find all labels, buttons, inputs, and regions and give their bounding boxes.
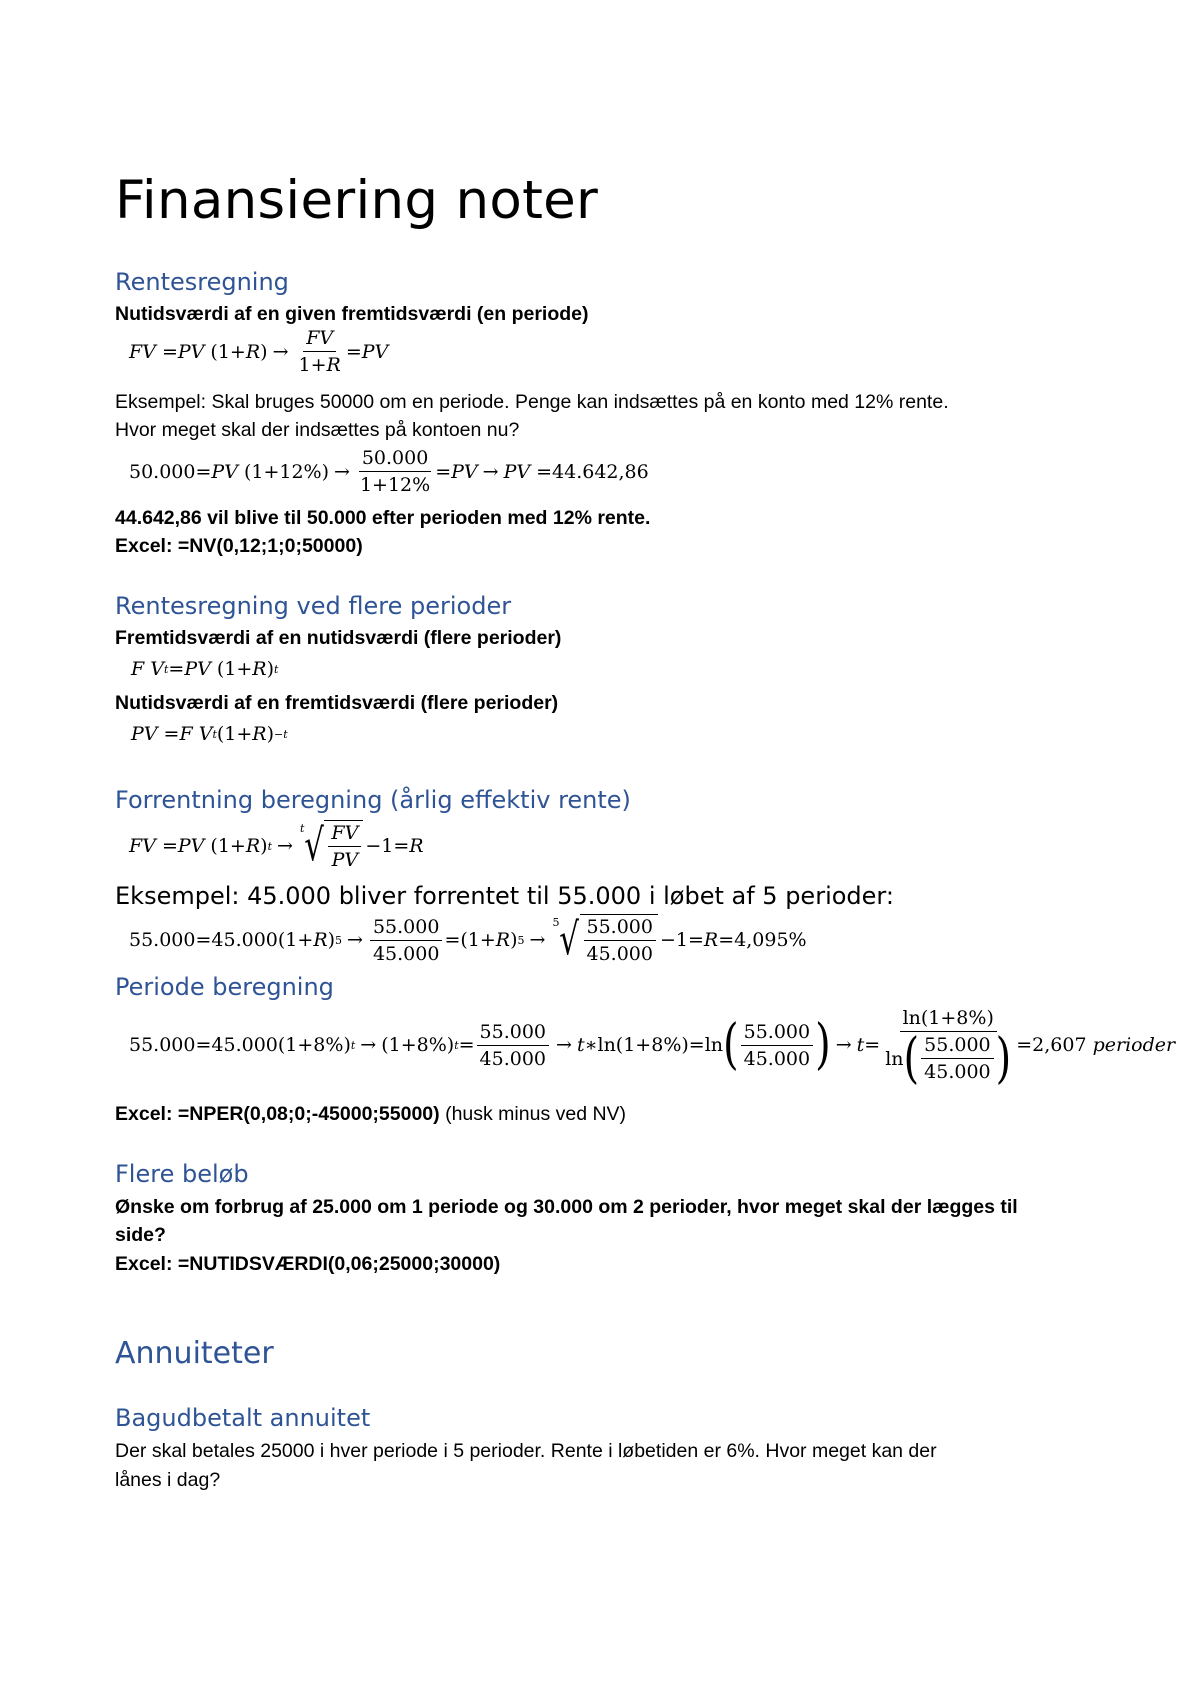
heading-periode: Periode beregning: [115, 973, 334, 1001]
equation-period: 55.000=45.000(1+8%) t → (1+8%) t = $\frac{55.000}{45.000}$ → t ∗ln(1+8%)=ln ( $\frac{55.000}{45.000}$ ) → t = ln(1+8%) ln ( $\frac{55.000}{45.000}$ ) =2,607 perioder: [129, 1007, 1176, 1090]
excel-nutidsvaerdi: Excel: =NUTIDSVÆRDI(0,06;25000;30000): [115, 1253, 501, 1275]
equation-pv-example: 50.000= PV (1+12%) → $\frac{50.000}{1+12\%}$ = PV → PV =44.642,86: [129, 447, 649, 496]
heading-bagudbetalt: Bagudbetalt annuitet: [115, 1404, 371, 1432]
equation-fv-multi: F V t = PV (1+ R ) t: [131, 658, 279, 680]
equation-rate-example: 55.000=45.000(1+ R ) 5 → $\frac{55.000}{45.000}$ =(1+ R ) 5 → 5 √ $\frac{55.000}{45.000}$ −1= R =4,095%: [129, 914, 807, 965]
bold-oenske-cont: side?: [115, 1224, 166, 1246]
bold-fremtidsvaerdi: Fremtidsværdi af en nutidsværdi (flere perioder): [115, 627, 562, 649]
heading-rentesregning: Rentesregning: [115, 268, 289, 296]
result-text: 44.642,86 vil blive til 50.000 efter perioden med 12% rente.: [115, 507, 651, 529]
excel-nper-note: (husk minus ved NV): [439, 1103, 627, 1125]
example-text: Eksempel: Skal bruges 50000 om en periode. Penge kan indsættes på en konto med 12% rente.: [115, 391, 949, 413]
example-forrentning: Eksempel: 45.000 bliver forrentet til 55.000 i løbet af 5 perioder:: [115, 882, 894, 910]
bold-nutidsvaerdi: Nutidsværdi af en given fremtidsværdi (en periode): [115, 303, 589, 325]
heading-annuiteter: Annuiteter: [115, 1336, 274, 1371]
equation-pv-single: FV = PV (1+ R ) → $\frac{FV}{1+R}$ = PV: [129, 327, 389, 376]
example-question: Hvor meget skal der indsættes på kontoen nu?: [115, 419, 520, 441]
equation-pv-multi: PV = F V t (1+ R ) −t: [131, 723, 288, 745]
excel-nper: [115, 1103, 626, 1126]
excel-nv: Excel: =NV(0,12;1;0;50000): [115, 535, 363, 557]
excel-nper-formula: Excel: =NPER(0,08;0;-45000;55000): [115, 1103, 440, 1125]
bold-nutidsvaerdi-multi: Nutidsværdi af en fremtidsværdi (flere perioder): [115, 692, 559, 714]
bold-oenske: Ønske om forbrug af 25.000 om 1 periode og 30.000 om 2 perioder, hvor meget skal der lægges til: [115, 1196, 1018, 1218]
annuity-text-1: Der skal betales 25000 i hver periode i 5 perioder. Rente i løbetiden er 6%. Hvor meget kan der: [115, 1440, 937, 1462]
heading-forrentning: Forrentning beregning (årlig effektiv rente): [115, 786, 631, 814]
heading-flere-perioder: Rentesregning ved flere perioder: [115, 592, 512, 620]
document-title: Finansiering noter: [115, 170, 599, 231]
equation-rate: FV = PV (1+ R ) t → t √ $\frac{FV}{PV}$ −1= R: [129, 820, 424, 871]
heading-flere-beloeb: Flere beløb: [115, 1160, 249, 1188]
annuity-text-2: lånes i dag?: [115, 1469, 221, 1491]
